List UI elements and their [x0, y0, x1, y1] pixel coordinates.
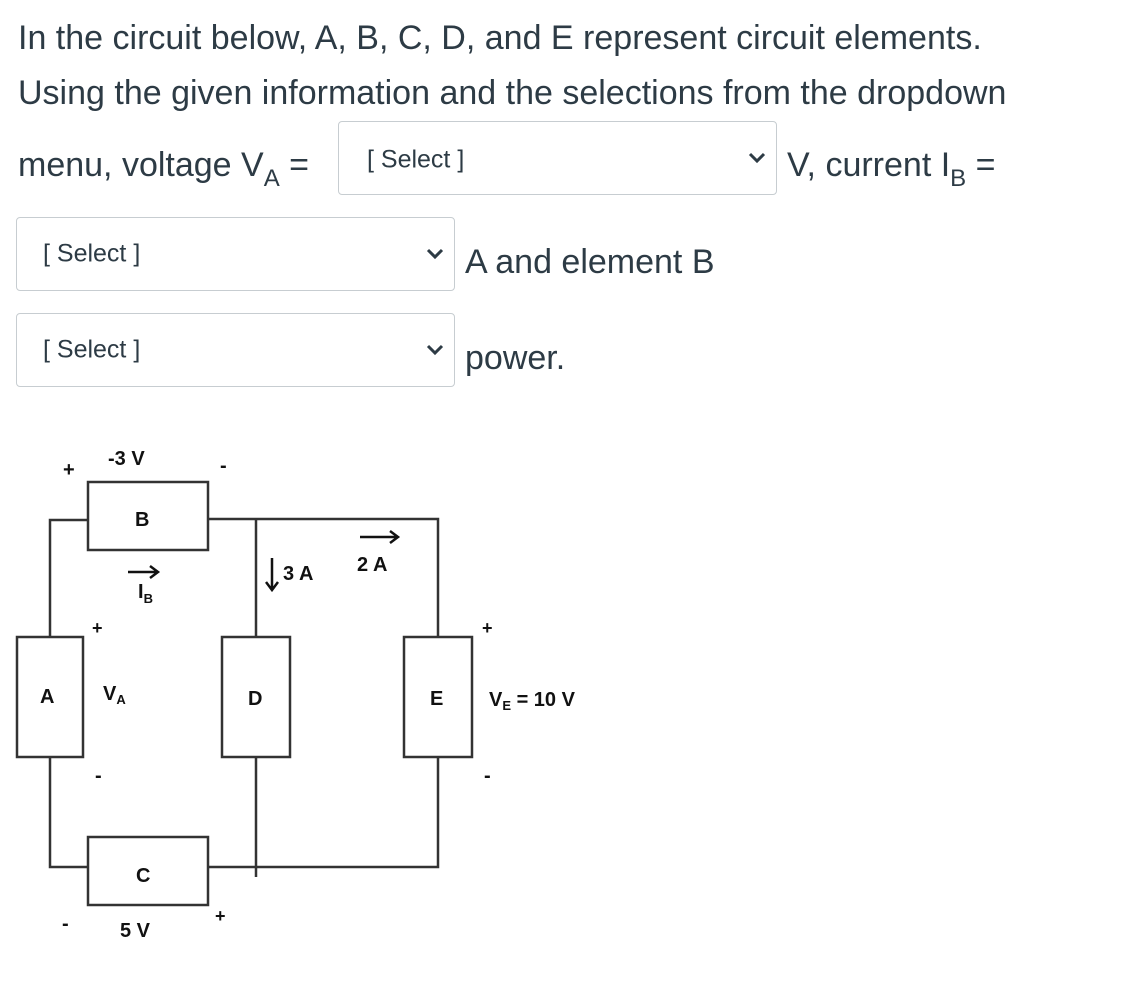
element-c-label: C [136, 865, 151, 887]
current-d-arrow-icon [266, 558, 278, 590]
c-voltage-label: 5 V [120, 920, 151, 942]
ib-main: I [138, 581, 144, 603]
question-line-1: In the circuit below, A, B, C, D, and E represent circuit elements. [18, 19, 982, 57]
a-plus-sign: + [92, 618, 103, 638]
b-plus-sign: + [63, 459, 75, 481]
question-line-2: Using the given information and the selections from the dropdown [18, 74, 1007, 112]
question-line-3 [18, 145, 310, 192]
circuit-diagram [0, 430, 640, 986]
current-label: V, current I [787, 146, 951, 184]
va-sub: A [116, 692, 126, 707]
ve-main: V [489, 689, 503, 711]
current-d-label: 3 A [283, 563, 314, 585]
chevron-down-icon [748, 152, 766, 164]
c-plus-sign: + [215, 906, 226, 926]
ve-label [489, 689, 576, 713]
element-d-label: D [248, 688, 263, 710]
current-label-line [787, 145, 996, 192]
power-text: power. [465, 339, 566, 377]
ve-sub: E [502, 698, 512, 713]
element-b-text: A and element B [465, 243, 715, 281]
select-value: [ Select ] [367, 145, 465, 174]
ib-arrow-icon [128, 566, 158, 578]
equals-sign: = [279, 146, 310, 184]
current-subscript: B [950, 165, 967, 192]
chevron-down-icon [426, 248, 444, 260]
power-select[interactable] [16, 313, 455, 387]
ib-sub: B [143, 591, 153, 606]
b-voltage-label: -3 V [108, 448, 145, 470]
va-label [103, 683, 126, 707]
va-main: V [103, 683, 117, 705]
e-minus-sign: - [484, 765, 491, 787]
current-ib-select[interactable] [16, 217, 455, 291]
b-minus-sign: - [220, 455, 227, 477]
ve-value: = 10 V [511, 689, 575, 711]
current-equals: = [966, 146, 996, 184]
voltage-label: menu, voltage V [18, 146, 264, 184]
a-minus-sign: - [95, 765, 102, 787]
chevron-down-icon [426, 344, 444, 356]
select-value: [ Select ] [43, 335, 141, 364]
select-value: [ Select ] [43, 239, 141, 268]
current-e-arrow-icon [360, 531, 398, 543]
element-e-label: E [430, 688, 444, 710]
element-b-label: B [135, 509, 150, 531]
voltage-subscript: A [263, 165, 280, 192]
element-a-label: A [40, 686, 55, 708]
c-minus-sign: - [62, 913, 69, 935]
voltage-va-select[interactable] [338, 121, 777, 195]
ib-label [138, 581, 153, 606]
e-plus-sign: + [482, 618, 493, 638]
current-e-label: 2 A [357, 554, 388, 576]
circuit-elements [17, 482, 472, 905]
